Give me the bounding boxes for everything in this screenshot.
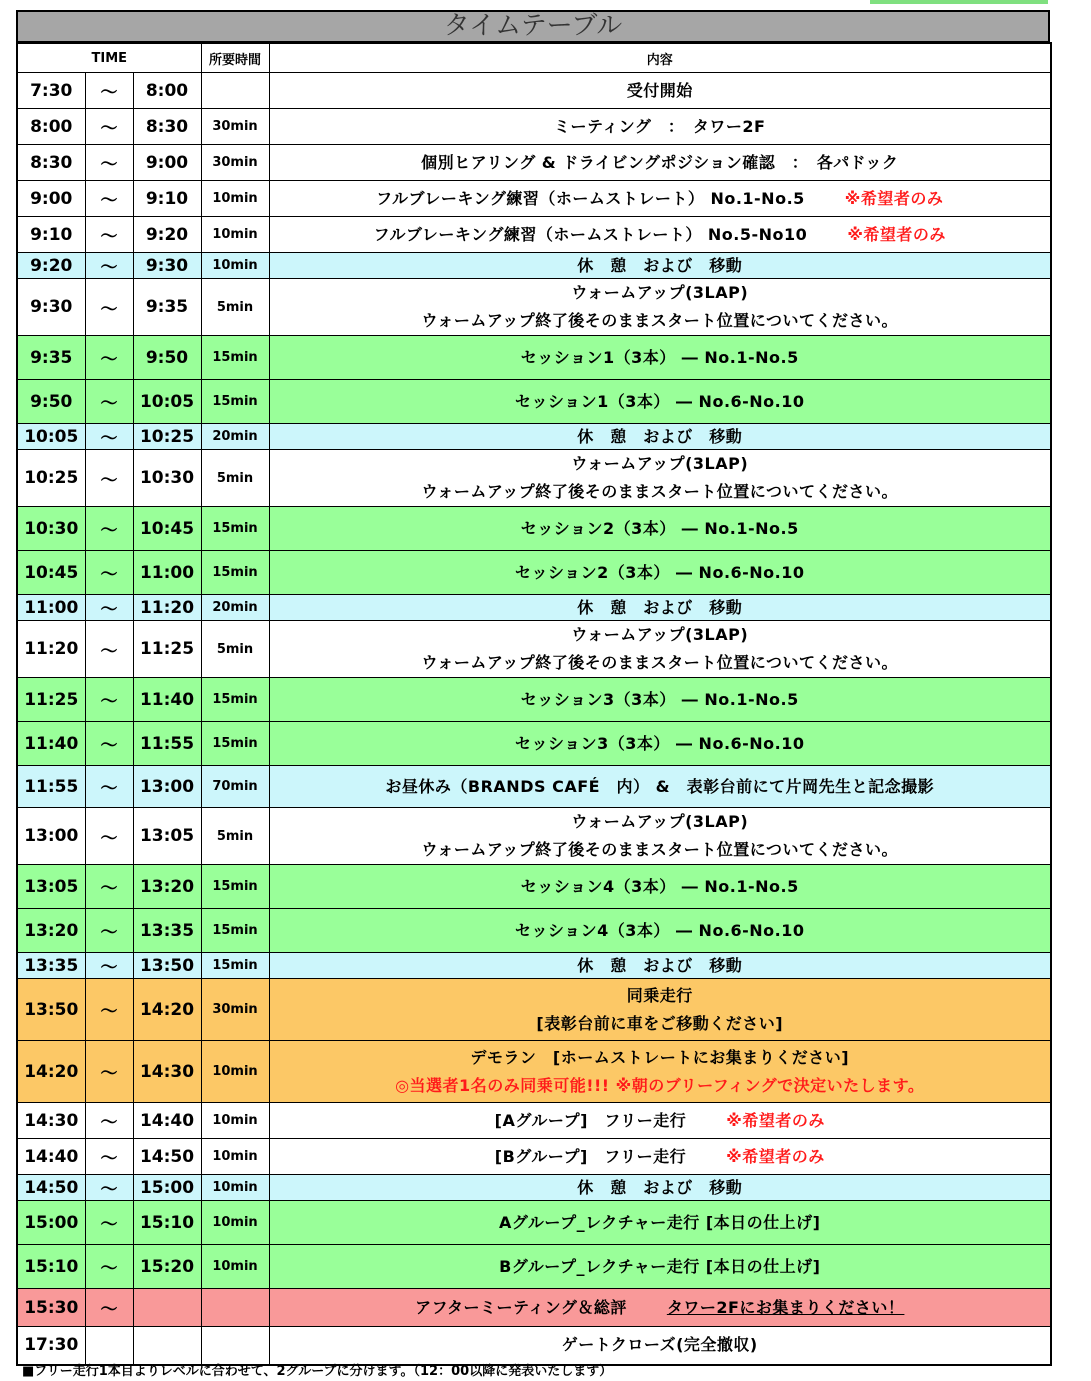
tilde-cell: ～ [85,808,133,865]
content-line [270,1294,1051,1322]
end-time: 13:50 [133,953,201,979]
end-time: 10:05 [133,380,201,424]
content-cell [269,595,1051,621]
content-line: セッション2（3本） ― No.1-No.5 [520,518,799,538]
start-time: 15:00 [17,1201,85,1245]
duration: 10min [201,1139,269,1175]
content-line: ウォームアップ終了後そのままスタート位置についてください。 [421,311,898,330]
end-time: 9:50 [133,336,201,380]
schedule-table [16,42,1052,1366]
duration [201,73,269,109]
duration [201,1327,269,1365]
table-row [17,424,1051,450]
duration: 15min [201,551,269,595]
end-time: 15:20 [133,1245,201,1289]
content-line: セッション1（3本） ― No.6-No.10 [514,391,805,411]
tilde-cell: ～ [85,1103,133,1139]
note-text: ※希望者のみ [844,188,944,208]
content-cell [269,1201,1051,1245]
content-line: ウォームアップ終了後そのままスタート位置についてください。 [421,840,898,859]
start-time: 13:35 [17,953,85,979]
content-line: 休 憩 および 移動 [577,955,743,975]
duration: 20min [201,595,269,621]
duration: 20min [201,424,269,450]
tilde-cell: ～ [85,722,133,766]
table-row [17,507,1051,551]
content-line: セッション3（3本） ― No.1-No.5 [520,689,799,709]
duration: 15min [201,336,269,380]
end-time: 8:00 [133,73,201,109]
duration: 10min [201,217,269,253]
start-time: 9:20 [17,253,85,279]
content-line: ウォームアップ(3LAP) [571,283,749,302]
start-time: 13:00 [17,808,85,865]
end-time: 9:20 [133,217,201,253]
content-line: ウォームアップ終了後そのままスタート位置についてください。 [421,482,898,501]
content-line: ウォームアップ(3LAP) [571,454,749,473]
end-time [133,1289,201,1327]
content-text: [Aグループ] フリー走行 [494,1110,687,1130]
content-line: ウォームアップ終了後そのままスタート位置についてください。 [421,653,898,672]
start-time: 11:40 [17,722,85,766]
start-time: 14:20 [17,1041,85,1103]
duration: 15min [201,909,269,953]
content-cell [269,380,1051,424]
table-row [17,1139,1051,1175]
start-time: 15:10 [17,1245,85,1289]
content-text: フルブレーキング練習（ホームストレート） No.1-No.5 [376,188,805,208]
content-line: 休 憩 および 移動 [577,597,743,617]
duration: 15min [201,678,269,722]
content-line [270,1143,1051,1171]
tilde-cell: ～ [85,380,133,424]
table-row [17,595,1051,621]
end-time [133,1327,201,1365]
content-line: ゲートクローズ(完全撤収) [561,1335,758,1355]
note-text: ※希望者のみ [726,1146,825,1166]
table-row [17,722,1051,766]
end-time: 13:35 [133,909,201,953]
tilde-cell: ～ [85,595,133,621]
start-time: 10:05 [17,424,85,450]
table-row [17,279,1051,336]
table-row [17,1245,1051,1289]
end-time: 14:50 [133,1139,201,1175]
duration [201,1289,269,1327]
content-cell [269,109,1051,145]
content-cell [269,253,1051,279]
content-cell [269,424,1051,450]
start-time: 10:25 [17,450,85,507]
end-time: 14:20 [133,979,201,1041]
start-time: 10:30 [17,507,85,551]
duration: 15min [201,953,269,979]
end-time: 11:20 [133,595,201,621]
end-time: 14:30 [133,1041,201,1103]
tilde-cell: ～ [85,336,133,380]
content-cell [269,979,1051,1041]
timetable [16,10,1050,1366]
table-row [17,953,1051,979]
tilde-cell: ～ [85,73,133,109]
start-time: 11:20 [17,621,85,678]
start-time: 9:10 [17,217,85,253]
content-cell [269,1327,1051,1365]
table-row [17,109,1051,145]
end-time: 9:00 [133,145,201,181]
content-line: デモラン [ホームストレートにお集まりください] [470,1047,850,1067]
tilde-cell: ～ [85,1139,133,1175]
content-line: セッション2（3本） ― No.6-No.10 [514,562,805,582]
end-time: 10:30 [133,450,201,507]
duration: 5min [201,450,269,507]
table-row [17,73,1051,109]
start-time: 9:30 [17,279,85,336]
duration: 10min [201,253,269,279]
content-cell [269,1245,1051,1289]
start-time: 9:50 [17,380,85,424]
start-time: 8:30 [17,145,85,181]
content-line: セッション3（3本） ― No.6-No.10 [514,733,805,753]
content-cell [269,450,1051,507]
end-time: 9:35 [133,279,201,336]
content-cell [269,279,1051,336]
end-time: 11:55 [133,722,201,766]
tilde-cell: ～ [85,766,133,808]
start-time: 10:45 [17,551,85,595]
content-cell [269,551,1051,595]
header-time: TIME [17,43,201,73]
end-time: 13:00 [133,766,201,808]
content-cell [269,145,1051,181]
content-line: 同乗走行 [626,985,693,1005]
tilde-cell: ～ [85,1041,133,1103]
content-cell [269,678,1051,722]
content-cell [269,909,1051,953]
table-row [17,1289,1051,1327]
duration: 30min [201,145,269,181]
table-row [17,1041,1051,1103]
duration: 5min [201,279,269,336]
end-time: 13:05 [133,808,201,865]
tilde-cell: ～ [85,217,133,253]
content-line [270,1107,1051,1135]
tilde-cell: ～ [85,678,133,722]
note-text: ※希望者のみ [847,224,946,244]
end-time: 15:10 [133,1201,201,1245]
table-row [17,766,1051,808]
start-time: 14:30 [17,1103,85,1139]
content-text: [Bグループ] フリー走行 [494,1146,687,1166]
content-cell [269,1289,1051,1327]
content-line: [表彰台前に車をご移動ください] [536,1013,784,1033]
tilde-cell: ～ [85,1175,133,1201]
start-time: 15:30 [17,1289,85,1327]
content-line [270,221,1051,249]
tilde-cell: ～ [85,279,133,336]
table-row [17,1103,1051,1139]
tilde-cell: ～ [85,181,133,217]
content-cell [269,181,1051,217]
tilde-cell: ～ [85,253,133,279]
table-row [17,865,1051,909]
content-cell [269,1041,1051,1103]
content-line [270,185,1051,213]
end-time: 14:40 [133,1103,201,1139]
content-red-line: ◎当選者1名のみ同乗可能!!! ※朝のブリーフィングで決定いたします。 [395,1075,925,1095]
table-row [17,808,1051,865]
duration: 15min [201,380,269,424]
content-line: セッション4（3本） ― No.6-No.10 [514,920,805,940]
tilde-cell: ～ [85,979,133,1041]
content-text: フルブレーキング練習（ホームストレート） No.5-No10 [373,224,808,244]
duration: 30min [201,979,269,1041]
content-line: 休 憩 および 移動 [577,255,743,275]
content-cell [269,1175,1051,1201]
content-cell [269,217,1051,253]
table-row [17,621,1051,678]
content-line: ウォームアップ(3LAP) [571,812,749,831]
tilde-cell: ～ [85,1245,133,1289]
tilde-cell: ～ [85,551,133,595]
end-time: 9:30 [133,253,201,279]
duration: 70min [201,766,269,808]
start-time: 17:30 [17,1327,85,1365]
content-cell [269,73,1051,109]
duration: 15min [201,722,269,766]
content-line: 休 憩 および 移動 [577,426,743,446]
start-time: 14:50 [17,1175,85,1201]
table-row [17,450,1051,507]
tilde-cell: ～ [85,953,133,979]
duration: 30min [201,109,269,145]
content-line: セッション4（3本） ― No.1-No.5 [520,876,799,896]
header-row [17,43,1051,73]
tilde-cell: ～ [85,145,133,181]
content-cell [269,953,1051,979]
content-text: アフターミーティング＆総評 [415,1297,627,1317]
content-line: Aグループ_レクチャー走行 [本日の仕上げ] [499,1212,821,1232]
table-row [17,1201,1051,1245]
content-cell [269,766,1051,808]
duration: 10min [201,1041,269,1103]
start-time: 11:00 [17,595,85,621]
table-row [17,336,1051,380]
table-row [17,979,1051,1041]
tilde-cell: ～ [85,621,133,678]
table-row [17,145,1051,181]
duration: 15min [201,507,269,551]
tilde-cell: ～ [85,1201,133,1245]
content-cell [269,621,1051,678]
start-time: 13:50 [17,979,85,1041]
end-time: 9:10 [133,181,201,217]
page-title: タイムテーブル [16,10,1050,42]
table-row [17,181,1051,217]
content-cell [269,722,1051,766]
start-time: 9:35 [17,336,85,380]
header-content: 内容 [269,43,1051,73]
tilde-cell: ～ [85,909,133,953]
underlined-text: タワー2Fにお集まりください！ [666,1297,905,1317]
content-cell [269,865,1051,909]
content-line: ミーティング ： タワー2F [554,116,766,136]
content-cell [269,507,1051,551]
table-row [17,217,1051,253]
duration: 5min [201,621,269,678]
content-line: ウォームアップ(3LAP) [571,625,749,644]
table-row [17,678,1051,722]
content-line: Bグループ_レクチャー走行 [本日の仕上げ] [499,1256,821,1276]
end-time: 13:20 [133,865,201,909]
duration: 15min [201,865,269,909]
tilde-cell: ～ [85,450,133,507]
end-time: 10:25 [133,424,201,450]
content-line: 休 憩 および 移動 [577,1177,743,1197]
table-row [17,909,1051,953]
tilde-cell [85,1327,133,1365]
content-cell [269,808,1051,865]
table-row [17,1175,1051,1201]
start-time: 9:00 [17,181,85,217]
content-line: お昼休み（BRANDS CAFÉ 内） & 表彰台前にて片岡先生と記念撮影 [385,776,935,796]
start-time: 11:55 [17,766,85,808]
duration: 10min [201,1201,269,1245]
header-duration: 所要時間 [201,43,269,73]
tilde-cell: ～ [85,109,133,145]
start-time: 14:40 [17,1139,85,1175]
table-row [17,253,1051,279]
duration: 5min [201,808,269,865]
start-time: 13:20 [17,909,85,953]
duration: 10min [201,1175,269,1201]
content-cell [269,1139,1051,1175]
end-time: 11:40 [133,678,201,722]
note-text: ※希望者のみ [726,1110,825,1130]
duration: 10min [201,1103,269,1139]
table-row [17,380,1051,424]
end-time: 11:00 [133,551,201,595]
footer-note: ■フリー走行1本目よりレベルに合わせて、2グループに分けます。（12：00以降に発表いたします） [22,1364,613,1379]
start-time: 11:25 [17,678,85,722]
end-time: 10:45 [133,507,201,551]
tilde-cell: ～ [85,424,133,450]
table-row [17,1327,1051,1365]
end-time: 11:25 [133,621,201,678]
duration: 10min [201,181,269,217]
top-green-bar [870,0,1048,4]
start-time: 13:05 [17,865,85,909]
tilde-cell: ～ [85,865,133,909]
table-row [17,551,1051,595]
end-time: 15:00 [133,1175,201,1201]
content-cell [269,336,1051,380]
duration: 10min [201,1245,269,1289]
tilde-cell: ～ [85,1289,133,1327]
content-cell [269,1103,1051,1139]
content-line: 個別ヒアリング & ドライビングポジション確認 ： 各パドック [421,152,899,172]
start-time: 8:00 [17,109,85,145]
content-line: セッション1（3本） ― No.1-No.5 [520,347,799,367]
end-time: 8:30 [133,109,201,145]
tilde-cell: ～ [85,507,133,551]
content-line: 受付開始 [626,80,693,100]
start-time: 7:30 [17,73,85,109]
